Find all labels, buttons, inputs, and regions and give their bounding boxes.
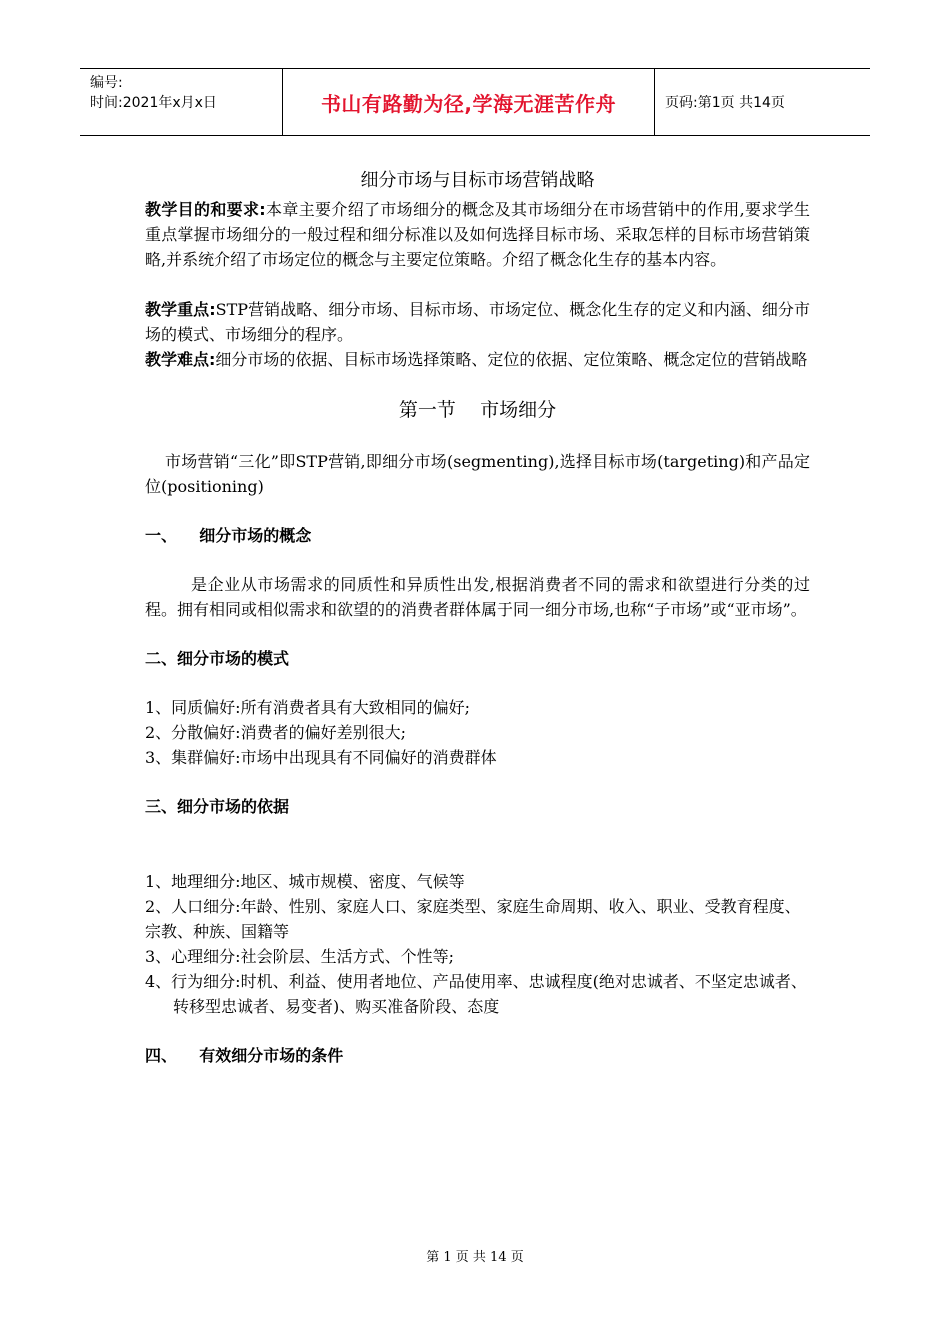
objectives-paragraph	[145, 197, 810, 272]
page-header	[80, 68, 870, 136]
header-page-info: 页码:第1页 共14页	[665, 95, 785, 111]
list-item: 4、行为细分:时机、利益、使用者地位、产品使用率、忠诚程度(绝对忠诚者、不坚定忠诚者、转移型忠诚者、易变者)、购买准备阶段、态度	[145, 972, 807, 1016]
list-item: 2、人口细分:年龄、性别、家庭人口、家庭类型、家庭生命周期、收入、职业、受教育程度、宗教、种族、国籍等	[145, 897, 801, 941]
list-item: 1、同质偏好:所有消费者具有大致相同的偏好;	[145, 698, 470, 717]
heading-concept: 一、 细分市场的概念	[145, 526, 312, 545]
time-label: 时间:2021年x月x日	[90, 95, 217, 111]
header-motto: 书山有路勤为径,学海无涯苦作舟	[320, 91, 617, 116]
number-label: 编号:	[90, 75, 123, 91]
document-body	[145, 168, 810, 1068]
section-title: 第一节 市场细分	[398, 399, 557, 421]
difficulties-paragraph	[145, 347, 810, 372]
heading-patterns: 二、细分市场的模式	[145, 649, 290, 668]
document-title: 细分市场与目标市场营销战略	[360, 170, 595, 191]
heading-conditions: 四、 有效细分市场的条件	[145, 1046, 344, 1065]
list-item: 2、分散偏好:消费者的偏好差别很大;	[145, 723, 406, 742]
difficulties-label: 教学难点:	[145, 350, 216, 369]
list-item: 1、地理细分:地区、城市规模、密度、气候等	[145, 872, 465, 891]
list-item: 3、集群偏好:市场中出现具有不同偏好的消费群体	[145, 748, 497, 767]
objectives-text: 本章主要介绍了市场细分的概念及其市场细分在市场营销中的作用,要求学生重点掌握市场细分的一般过程和细分标准以及如何选择目标市场、采取怎样的目标市场营销策略,并系统介绍了市场定位的概念与主要定位策略。介绍了概念化生存的基本内容。	[145, 200, 811, 269]
page-footer: 第 1 页 共 14 页	[426, 1250, 524, 1265]
heading-basis: 三、细分市场的依据	[145, 797, 290, 816]
key-points-text: STP营销战略、细分市场、目标市场、市场定位、概念化生存的定义和内涵、细分市场的模式、市场细分的程序。	[145, 300, 810, 344]
key-points-label: 教学重点:	[145, 300, 216, 319]
concept-paragraph: 是企业从市场需求的同质性和异质性出发,根据消费者不同的需求和欲望进行分类的过程。拥有相同或相似需求和欲望的的消费者群体属于同一细分市场,也称“子市场”或“亚市场”。	[145, 575, 810, 619]
objectives-label: 教学目的和要求:	[145, 200, 266, 219]
list-item: 3、心理细分:社会阶层、生活方式、个性等;	[145, 947, 454, 966]
header-motto-cell	[282, 69, 655, 135]
header-meta	[80, 69, 282, 135]
key-points-paragraph	[145, 297, 810, 347]
intro-paragraph: 市场营销“三化”即STP营销,即细分市场(segmenting),选择目标市场(targeting)和产品定位(positioning)	[145, 452, 810, 496]
difficulties-text: 细分市场的依据、目标市场选择策略、定位的依据、定位策略、概念定位的营销战略	[215, 350, 808, 369]
